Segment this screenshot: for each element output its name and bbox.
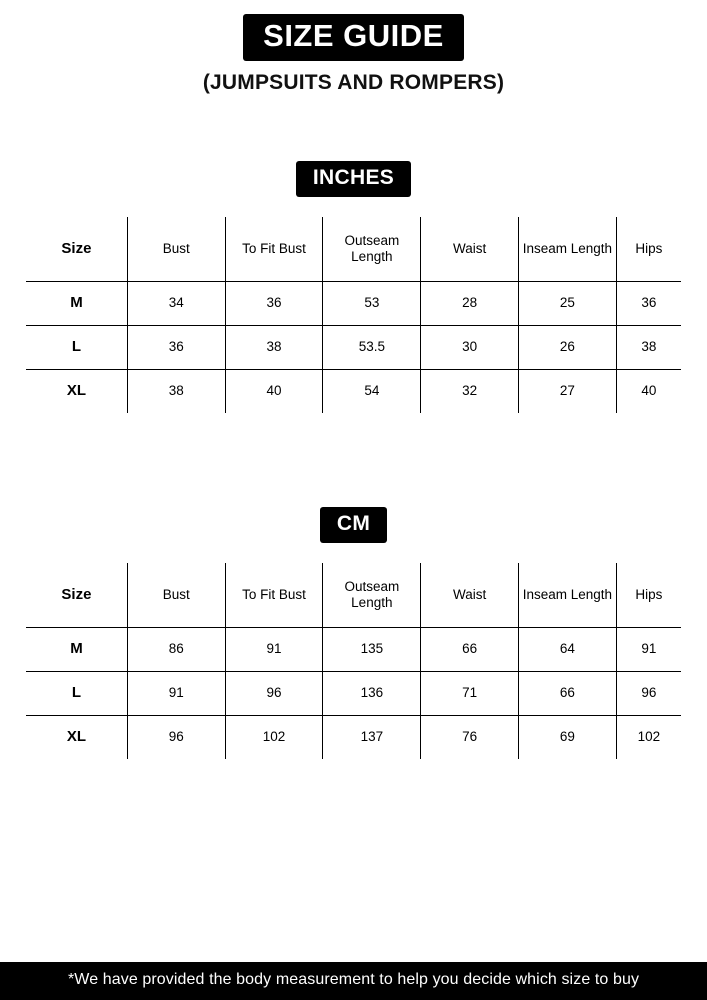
cell-size: M — [25, 281, 127, 325]
cell-inseam-length: 64 — [519, 627, 617, 671]
cell-to-fit-bust: 38 — [225, 325, 323, 369]
cell-bust: 36 — [127, 325, 225, 369]
cell-inseam-length: 66 — [519, 671, 617, 715]
cell-outseam-length: 54 — [323, 369, 421, 414]
page-title: SIZE GUIDE — [243, 14, 464, 61]
cell-size: XL — [25, 369, 127, 414]
cell-bust: 96 — [127, 715, 225, 760]
cell-waist: 30 — [421, 325, 519, 369]
cell-to-fit-bust: 96 — [225, 671, 323, 715]
column-header-hips: Hips — [616, 216, 682, 282]
cm-table-wrap — [0, 561, 707, 761]
cell-waist: 66 — [421, 627, 519, 671]
cell-hips: 102 — [616, 715, 682, 760]
cell-hips: 38 — [616, 325, 682, 369]
column-header-to-fit-bust: To Fit Bust — [225, 562, 323, 628]
cell-hips: 36 — [616, 281, 682, 325]
table-row — [25, 281, 682, 325]
cell-outseam-length: 136 — [323, 671, 421, 715]
size-table-cm — [24, 561, 683, 761]
table-row — [25, 369, 682, 414]
cell-to-fit-bust: 91 — [225, 627, 323, 671]
table-row — [25, 671, 682, 715]
page-header — [0, 0, 707, 95]
table-header-row — [25, 216, 682, 282]
column-header-hips: Hips — [616, 562, 682, 628]
column-header-waist: Waist — [421, 562, 519, 628]
cell-outseam-length: 137 — [323, 715, 421, 760]
column-header-bust: Bust — [127, 562, 225, 628]
page-subtitle: (JUMPSUITS AND ROMPERS) — [202, 70, 505, 94]
cell-to-fit-bust: 102 — [225, 715, 323, 760]
cell-waist: 32 — [421, 369, 519, 414]
inches-table-wrap — [0, 215, 707, 415]
cell-hips: 40 — [616, 369, 682, 414]
table-header-row — [25, 562, 682, 628]
cell-waist: 71 — [421, 671, 519, 715]
cell-waist: 28 — [421, 281, 519, 325]
cell-outseam-length: 135 — [323, 627, 421, 671]
section-inches — [0, 161, 707, 415]
table-row — [25, 627, 682, 671]
column-header-bust: Bust — [127, 216, 225, 282]
column-header-to-fit-bust: To Fit Bust — [225, 216, 323, 282]
unit-badge-cm: CM — [320, 507, 387, 543]
column-header-inseam-length: Inseam Length — [519, 562, 617, 628]
cell-to-fit-bust: 36 — [225, 281, 323, 325]
cm-badge-wrap — [0, 507, 707, 543]
column-header-outseam-length: Outseam Length — [323, 562, 421, 628]
cell-bust: 91 — [127, 671, 225, 715]
size-table-inches — [24, 215, 683, 415]
cell-size: XL — [25, 715, 127, 760]
cell-outseam-length: 53.5 — [323, 325, 421, 369]
header-spacer — [0, 95, 707, 161]
cell-hips: 96 — [616, 671, 682, 715]
unit-badge-inches: INCHES — [296, 161, 411, 197]
table-row — [25, 325, 682, 369]
column-header-outseam-length: Outseam Length — [323, 216, 421, 282]
cell-bust: 86 — [127, 627, 225, 671]
cell-outseam-length: 53 — [323, 281, 421, 325]
cell-inseam-length: 69 — [519, 715, 617, 760]
column-header-size: Size — [25, 562, 127, 628]
cell-hips: 91 — [616, 627, 682, 671]
table-row — [25, 715, 682, 760]
cell-inseam-length: 26 — [519, 325, 617, 369]
cell-inseam-length: 25 — [519, 281, 617, 325]
cell-size: L — [25, 671, 127, 715]
section-spacer — [0, 415, 707, 507]
cell-size: M — [25, 627, 127, 671]
cell-to-fit-bust: 40 — [225, 369, 323, 414]
column-header-size: Size — [25, 216, 127, 282]
cell-bust: 38 — [127, 369, 225, 414]
section-cm — [0, 507, 707, 761]
inches-badge-wrap — [0, 161, 707, 197]
column-header-waist: Waist — [421, 216, 519, 282]
cell-inseam-length: 27 — [519, 369, 617, 414]
column-header-inseam-length: Inseam Length — [519, 216, 617, 282]
cell-waist: 76 — [421, 715, 519, 760]
footer-note: *We have provided the body measurement to help you decide which size to buy — [0, 962, 707, 1000]
cell-size: L — [25, 325, 127, 369]
cell-bust: 34 — [127, 281, 225, 325]
